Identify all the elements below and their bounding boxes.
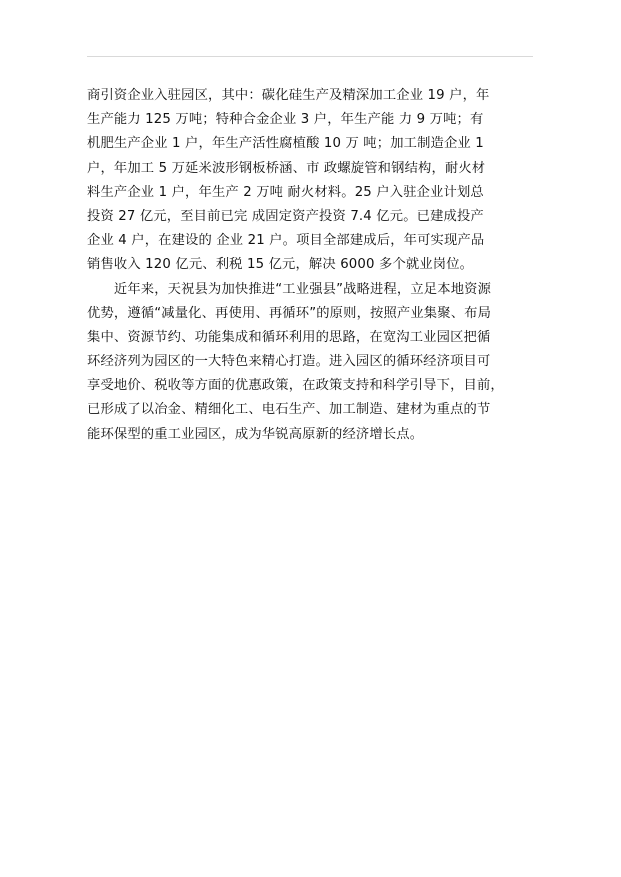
text-line: 生产能力 125 万吨；特种合金企业 3 户，年生产能 力 9 万吨；有 bbox=[87, 112, 484, 128]
document-body bbox=[87, 84, 533, 447]
text-line: 商引资企业入驻园区，其中：碳化硅生产及精深加工企业 19 户，年 bbox=[87, 88, 490, 103]
text-line: 机肥生产企业 1 户，年生产活性腐植酸 10 万 吨；加工制造企业 1 bbox=[87, 136, 484, 152]
text-line: 享受地价、税收等方面的优惠政策，在政策支持和科学引导下，目前， bbox=[87, 378, 504, 394]
text-line: 优势，遵循“减量化、再使用、再循环”的原则，按照产业集聚、布局 bbox=[87, 305, 492, 321]
text-line: 投资 27 亿元，至目前已完 成固定资产投资 7.4 亿元。已建成投产 bbox=[87, 208, 484, 224]
paragraph-2 bbox=[87, 278, 533, 447]
header-divider bbox=[87, 56, 533, 57]
text-line: 集中、资源节约、功能集成和循环利用的思路，在宽沟工业园区把循 bbox=[87, 329, 491, 345]
paragraph-1 bbox=[87, 84, 533, 278]
text-line: 已形成了以冶金、精细化工、电石生产、加工制造、建材为重点的节 bbox=[87, 402, 491, 418]
text-line: 户，年加工 5 万延米波形钢板桥涵、市 政螺旋管和钢结构，耐火材 bbox=[87, 160, 486, 176]
text-line: 销售收入 120 亿元、利税 15 亿元，解决 6000 多个就业岗位。 bbox=[87, 257, 474, 273]
text-line: 企业 4 户，在建设的 企业 21 户。项目全部建成后，年可实现产品 bbox=[87, 233, 485, 249]
text-line: 环经济列为园区的一大特色来精心打造。进入园区的循环经济项目可 bbox=[87, 354, 491, 370]
text-line: 近年来，天祝县为加快推进“工业强县”战略进程，立足本地资源 bbox=[87, 281, 492, 297]
text-line: 料生产企业 1 户，年生产 2 万吨 耐火材料。25 户入驻企业计划总 bbox=[87, 184, 484, 200]
text-line: 能环保型的重工业园区，成为华锐高原新的经济增长点。 bbox=[87, 426, 424, 442]
